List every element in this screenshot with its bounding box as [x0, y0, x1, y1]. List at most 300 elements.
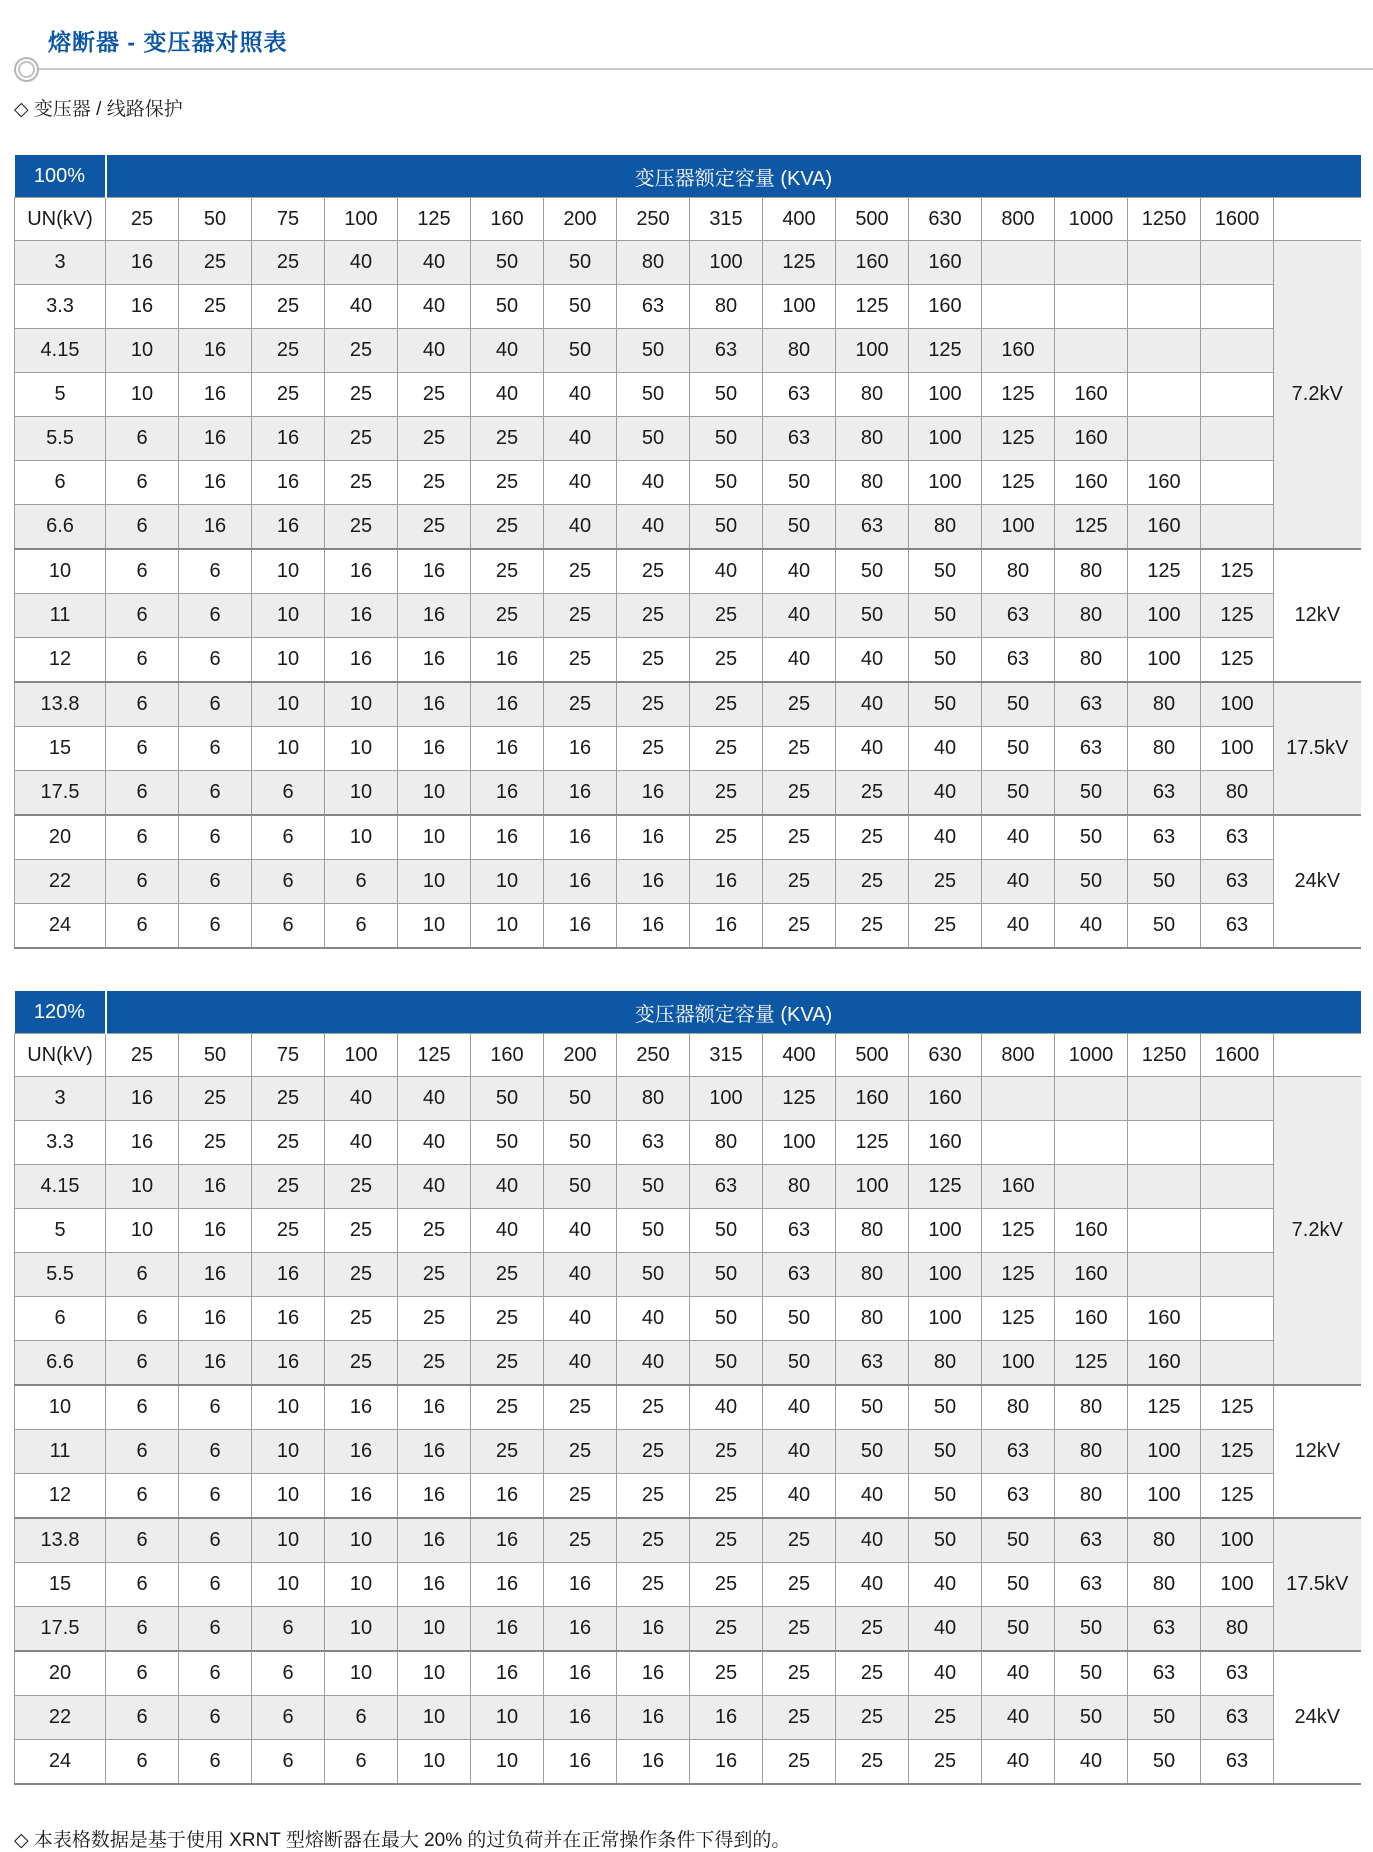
fuse-rating-cell	[982, 1121, 1055, 1165]
fuse-rating-cell: 25	[617, 549, 690, 594]
fuse-rating-cell: 16	[617, 1607, 690, 1652]
fuse-rating-cell: 80	[1055, 549, 1128, 594]
horizontal-divider	[39, 68, 1373, 70]
fuse-rating-cell: 40	[325, 1077, 398, 1121]
fuse-rating-cell	[1055, 241, 1128, 285]
fuse-rating-cell: 40	[398, 1165, 471, 1209]
fuse-rating-cell: 40	[544, 461, 617, 505]
fuse-rating-cell: 25	[617, 1430, 690, 1474]
fuse-rating-cell: 25	[763, 815, 836, 860]
fuse-rating-cell: 40	[836, 727, 909, 771]
fuse-rating-cell: 25	[471, 594, 544, 638]
fuse-rating-cell: 16	[544, 1651, 617, 1696]
fuse-rating-cell: 25	[252, 373, 325, 417]
fuse-rating-cell: 25	[398, 1341, 471, 1386]
fuse-rating-cell: 6	[252, 815, 325, 860]
un-kv-cell: 5.5	[15, 417, 106, 461]
fuse-rating-cell: 25	[690, 1651, 763, 1696]
fuse-rating-cell: 40	[909, 1651, 982, 1696]
fuse-rating-cell: 16	[179, 417, 252, 461]
fuse-rating-cell: 63	[982, 1430, 1055, 1474]
kva-column-header: 500	[836, 198, 909, 241]
fuse-rating-cell: 25	[398, 373, 471, 417]
fuse-rating-cell: 6	[106, 461, 179, 505]
fuse-rating-cell: 25	[398, 1297, 471, 1341]
fuse-rating-cell: 25	[909, 904, 982, 949]
fuse-rating-cell: 40	[982, 1651, 1055, 1696]
fuse-rating-cell: 80	[836, 1209, 909, 1253]
fuse-rating-cell: 50	[1128, 904, 1201, 949]
capacity-table-100%	[14, 155, 1361, 949]
fuse-rating-cell: 63	[1201, 904, 1274, 949]
fuse-rating-cell	[1128, 241, 1201, 285]
fuse-rating-cell: 6	[179, 1385, 252, 1430]
fuse-rating-cell	[982, 241, 1055, 285]
fuse-rating-cell: 100	[1201, 682, 1274, 727]
kva-column-header: 75	[252, 1034, 325, 1077]
fuse-rating-cell: 50	[763, 505, 836, 550]
table-row	[15, 285, 1361, 329]
fuse-rating-cell: 16	[398, 638, 471, 683]
fuse-rating-cell: 16	[252, 1253, 325, 1297]
fuse-rating-cell: 40	[763, 1474, 836, 1519]
fuse-rating-cell: 25	[398, 1209, 471, 1253]
fuse-rating-cell: 25	[690, 594, 763, 638]
ring-icon	[14, 57, 39, 82]
fuse-rating-cell: 50	[909, 594, 982, 638]
fuse-rating-cell: 80	[1128, 682, 1201, 727]
table-row	[15, 904, 1361, 949]
table-row	[15, 594, 1361, 638]
voltage-group-label: 17.5kV	[1274, 682, 1361, 815]
fuse-rating-cell: 50	[617, 1165, 690, 1209]
un-kv-cell: 17.5	[15, 1607, 106, 1652]
fuse-rating-cell: 16	[106, 285, 179, 329]
un-kv-cell: 10	[15, 1385, 106, 1430]
fuse-rating-cell: 63	[617, 285, 690, 329]
fuse-rating-cell: 160	[1055, 1209, 1128, 1253]
fuse-rating-cell: 50	[617, 329, 690, 373]
fuse-rating-cell: 25	[909, 1740, 982, 1785]
fuse-rating-cell: 80	[836, 1297, 909, 1341]
fuse-rating-cell: 16	[690, 904, 763, 949]
kva-column-header: 315	[690, 1034, 763, 1077]
fuse-rating-cell: 6	[106, 860, 179, 904]
fuse-rating-cell: 100	[690, 241, 763, 285]
fuse-rating-cell: 25	[252, 285, 325, 329]
fuse-rating-cell: 40	[836, 1474, 909, 1519]
fuse-rating-cell: 10	[252, 638, 325, 683]
fuse-rating-cell: 160	[1055, 417, 1128, 461]
fuse-rating-cell: 25	[544, 682, 617, 727]
fuse-rating-cell: 25	[471, 1297, 544, 1341]
fuse-rating-cell: 25	[544, 1518, 617, 1563]
fuse-rating-cell: 40	[471, 329, 544, 373]
fuse-rating-cell: 50	[836, 1430, 909, 1474]
fuse-rating-cell: 50	[909, 1474, 982, 1519]
fuse-rating-cell: 25	[252, 1121, 325, 1165]
fuse-rating-cell: 80	[836, 1253, 909, 1297]
fuse-rating-cell: 80	[1055, 1385, 1128, 1430]
fuse-rating-cell: 25	[471, 505, 544, 550]
kva-column-header: 1600	[1201, 198, 1274, 241]
fuse-rating-cell: 16	[544, 1563, 617, 1607]
fuse-rating-cell: 63	[1201, 1740, 1274, 1785]
voltage-group-header-cell	[1274, 1034, 1361, 1077]
fuse-rating-cell: 16	[179, 329, 252, 373]
fuse-rating-cell: 25	[763, 904, 836, 949]
fuse-rating-cell: 80	[1128, 1518, 1201, 1563]
fuse-rating-cell: 25	[325, 505, 398, 550]
un-kv-cell: 6	[15, 1297, 106, 1341]
fuse-rating-cell: 10	[252, 1474, 325, 1519]
fuse-rating-cell: 25	[179, 285, 252, 329]
kva-column-header: 315	[690, 198, 763, 241]
fuse-rating-cell: 25	[325, 461, 398, 505]
table-head	[15, 991, 1361, 1077]
fuse-rating-cell: 63	[1128, 1651, 1201, 1696]
fuse-rating-cell	[1201, 505, 1274, 550]
fuse-rating-cell: 125	[982, 1253, 1055, 1297]
fuse-rating-cell: 100	[982, 505, 1055, 550]
fuse-rating-cell: 63	[1201, 1696, 1274, 1740]
un-kv-cell: 11	[15, 594, 106, 638]
fuse-rating-cell: 16	[544, 771, 617, 816]
fuse-rating-cell: 6	[179, 682, 252, 727]
fuse-rating-cell	[1128, 1253, 1201, 1297]
fuse-rating-cell: 6	[179, 1607, 252, 1652]
fuse-rating-cell	[1055, 329, 1128, 373]
fuse-rating-cell: 160	[1055, 373, 1128, 417]
fuse-rating-cell: 80	[836, 461, 909, 505]
fuse-rating-cell: 25	[544, 549, 617, 594]
fuse-rating-cell: 25	[690, 638, 763, 683]
fuse-rating-cell: 50	[544, 285, 617, 329]
fuse-rating-cell: 25	[617, 727, 690, 771]
fuse-rating-cell: 40	[471, 1165, 544, 1209]
fuse-rating-cell: 50	[763, 1297, 836, 1341]
fuse-rating-cell: 80	[1128, 727, 1201, 771]
kva-column-header: 50	[179, 198, 252, 241]
table-row	[15, 373, 1361, 417]
fuse-rating-cell: 6	[106, 771, 179, 816]
kva-header-cell: 变压器额定容量 (KVA)	[106, 991, 1361, 1034]
fuse-rating-cell: 125	[909, 329, 982, 373]
kva-column-header: 630	[909, 198, 982, 241]
fuse-rating-cell: 25	[690, 1474, 763, 1519]
fuse-rating-cell: 63	[690, 329, 763, 373]
fuse-rating-cell: 50	[836, 1385, 909, 1430]
fuse-rating-cell: 80	[836, 373, 909, 417]
un-kv-cell: 22	[15, 860, 106, 904]
fuse-rating-cell: 25	[325, 417, 398, 461]
kva-column-header: 630	[909, 1034, 982, 1077]
fuse-rating-cell: 16	[106, 1121, 179, 1165]
fuse-rating-cell: 125	[982, 417, 1055, 461]
fuse-rating-cell: 10	[471, 1740, 544, 1785]
fuse-rating-cell: 16	[179, 1297, 252, 1341]
fuse-rating-cell: 100	[690, 1077, 763, 1121]
fuse-rating-cell: 63	[690, 1165, 763, 1209]
fuse-rating-cell: 16	[617, 860, 690, 904]
fuse-rating-cell: 6	[106, 505, 179, 550]
table-row	[15, 638, 1361, 683]
fuse-rating-cell: 80	[1055, 1474, 1128, 1519]
fuse-rating-cell: 25	[690, 1607, 763, 1652]
voltage-group-label: 12kV	[1274, 1385, 1361, 1518]
fuse-rating-cell: 125	[1201, 1430, 1274, 1474]
fuse-rating-cell: 25	[836, 1651, 909, 1696]
fuse-rating-cell: 25	[252, 241, 325, 285]
fuse-rating-cell: 25	[325, 1341, 398, 1386]
fuse-rating-cell: 16	[398, 1385, 471, 1430]
fuse-rating-cell: 40	[325, 285, 398, 329]
table-row	[15, 1121, 1361, 1165]
un-kv-cell: 12	[15, 638, 106, 683]
fuse-rating-cell: 160	[909, 1121, 982, 1165]
fuse-rating-cell	[1128, 417, 1201, 461]
fuse-rating-cell	[1128, 1209, 1201, 1253]
fuse-rating-cell: 25	[763, 1740, 836, 1785]
fuse-rating-cell: 16	[179, 461, 252, 505]
fuse-rating-cell: 25	[398, 417, 471, 461]
fuse-rating-cell: 63	[982, 1474, 1055, 1519]
fuse-rating-cell: 40	[398, 1121, 471, 1165]
fuse-rating-cell: 16	[544, 904, 617, 949]
fuse-rating-cell: 25	[763, 1607, 836, 1652]
fuse-rating-cell: 100	[1128, 638, 1201, 683]
fuse-rating-cell: 6	[179, 1563, 252, 1607]
fuse-rating-cell: 80	[982, 549, 1055, 594]
fuse-rating-cell: 6	[106, 1651, 179, 1696]
fuse-rating-cell: 25	[763, 771, 836, 816]
fuse-rating-cell: 125	[1128, 549, 1201, 594]
table-row	[15, 1474, 1361, 1519]
fuse-rating-cell: 16	[252, 417, 325, 461]
fuse-rating-cell: 25	[325, 329, 398, 373]
fuse-rating-cell: 50	[1055, 815, 1128, 860]
fuse-rating-cell: 10	[252, 549, 325, 594]
fuse-rating-cell: 16	[617, 815, 690, 860]
table-row	[15, 1253, 1361, 1297]
fuse-rating-cell: 125	[763, 241, 836, 285]
fuse-rating-cell: 25	[179, 1121, 252, 1165]
fuse-rating-cell: 40	[763, 549, 836, 594]
fuse-rating-cell: 16	[179, 1341, 252, 1386]
fuse-rating-cell	[1201, 1077, 1274, 1121]
fuse-rating-cell: 25	[763, 682, 836, 727]
table-row	[15, 505, 1361, 550]
fuse-rating-cell: 63	[982, 594, 1055, 638]
fuse-rating-cell	[982, 285, 1055, 329]
kva-column-header: 400	[763, 1034, 836, 1077]
un-kv-cell: 17.5	[15, 771, 106, 816]
fuse-rating-cell: 16	[252, 461, 325, 505]
capacity-table-120%	[14, 991, 1361, 1785]
fuse-rating-cell: 40	[982, 1696, 1055, 1740]
fuse-rating-cell: 25	[836, 1607, 909, 1652]
table-row	[15, 1696, 1361, 1740]
fuse-rating-cell: 40	[836, 638, 909, 683]
fuse-rating-cell: 25	[690, 727, 763, 771]
fuse-rating-cell: 16	[471, 638, 544, 683]
fuse-rating-cell: 25	[617, 638, 690, 683]
fuse-rating-cell: 40	[617, 1297, 690, 1341]
fuse-rating-cell: 16	[471, 771, 544, 816]
fuse-rating-cell: 63	[1055, 1518, 1128, 1563]
fuse-rating-cell: 6	[106, 815, 179, 860]
un-kv-cell: 24	[15, 904, 106, 949]
fuse-rating-cell: 40	[836, 1563, 909, 1607]
kva-column-header: 400	[763, 198, 836, 241]
fuse-rating-cell: 160	[982, 1165, 1055, 1209]
fuse-rating-cell: 50	[544, 1165, 617, 1209]
fuse-rating-cell: 6	[179, 860, 252, 904]
fuse-rating-cell: 63	[1128, 1607, 1201, 1652]
fuse-rating-cell: 50	[909, 1430, 982, 1474]
page-title: 熔断器 - 变压器对照表	[48, 29, 288, 55]
voltage-group-header-cell	[1274, 198, 1361, 241]
fuse-rating-cell: 10	[471, 904, 544, 949]
fuse-rating-cell: 40	[909, 815, 982, 860]
fuse-rating-cell: 6	[179, 904, 252, 949]
fuse-rating-cell: 25	[763, 1651, 836, 1696]
fuse-rating-cell: 125	[1201, 638, 1274, 683]
fuse-rating-cell: 25	[544, 638, 617, 683]
fuse-rating-cell: 100	[1128, 1474, 1201, 1519]
fuse-rating-cell: 25	[325, 1253, 398, 1297]
fuse-rating-cell: 6	[252, 904, 325, 949]
fuse-rating-cell: 25	[544, 1474, 617, 1519]
fuse-rating-cell: 6	[106, 594, 179, 638]
fuse-rating-cell: 100	[836, 1165, 909, 1209]
fuse-rating-cell: 16	[544, 1740, 617, 1785]
kva-column-header: 75	[252, 198, 325, 241]
fuse-rating-cell: 16	[690, 860, 763, 904]
fuse-rating-cell: 10	[252, 1518, 325, 1563]
fuse-rating-cell: 6	[252, 860, 325, 904]
un-kv-cell: 3	[15, 241, 106, 285]
fuse-rating-cell: 100	[1201, 1563, 1274, 1607]
fuse-rating-cell: 25	[690, 1430, 763, 1474]
fuse-rating-cell: 50	[982, 1518, 1055, 1563]
fuse-rating-cell: 80	[836, 417, 909, 461]
fuse-rating-cell: 6	[106, 1385, 179, 1430]
fuse-rating-cell: 40	[398, 285, 471, 329]
fuse-rating-cell: 125	[982, 1209, 1055, 1253]
fuse-rating-cell: 6	[106, 904, 179, 949]
un-kv-cell: 20	[15, 815, 106, 860]
fuse-rating-cell: 125	[982, 1297, 1055, 1341]
fuse-rating-cell: 50	[1055, 771, 1128, 816]
fuse-rating-cell: 50	[544, 1121, 617, 1165]
fuse-rating-cell: 25	[398, 505, 471, 550]
fuse-rating-cell: 63	[1201, 815, 1274, 860]
fuse-rating-cell: 16	[690, 1740, 763, 1785]
fuse-rating-cell: 25	[252, 1209, 325, 1253]
fuse-rating-cell: 25	[471, 1385, 544, 1430]
un-kv-cell: 3.3	[15, 1121, 106, 1165]
fuse-rating-cell: 10	[398, 904, 471, 949]
fuse-rating-cell: 16	[471, 1607, 544, 1652]
fuse-rating-cell: 50	[982, 727, 1055, 771]
fuse-rating-cell: 16	[325, 1385, 398, 1430]
fuse-rating-cell: 16	[252, 1341, 325, 1386]
fuse-rating-cell: 50	[690, 1297, 763, 1341]
fuse-rating-cell: 16	[252, 1297, 325, 1341]
fuse-rating-cell: 125	[1201, 594, 1274, 638]
fuse-rating-cell	[1201, 1297, 1274, 1341]
fuse-rating-cell: 50	[1128, 1696, 1201, 1740]
fuse-rating-cell	[1201, 285, 1274, 329]
fuse-rating-cell: 160	[909, 1077, 982, 1121]
fuse-rating-cell: 40	[398, 1077, 471, 1121]
fuse-rating-cell: 6	[179, 1518, 252, 1563]
fuse-rating-cell: 40	[909, 1563, 982, 1607]
fuse-rating-cell: 16	[325, 1474, 398, 1519]
fuse-rating-cell: 100	[1128, 594, 1201, 638]
fuse-rating-cell: 25	[325, 1165, 398, 1209]
fuse-rating-cell: 50	[690, 1209, 763, 1253]
fuse-rating-cell: 25	[471, 1430, 544, 1474]
fuse-rating-cell: 16	[325, 549, 398, 594]
fuse-rating-cell: 25	[763, 1518, 836, 1563]
column-header-row	[15, 1034, 1361, 1077]
fuse-rating-cell: 40	[982, 1740, 1055, 1785]
fuse-rating-cell: 100	[909, 1297, 982, 1341]
fuse-rating-cell: 16	[544, 1696, 617, 1740]
fuse-rating-cell: 16	[325, 594, 398, 638]
fuse-rating-cell: 10	[471, 1696, 544, 1740]
fuse-rating-cell: 10	[325, 771, 398, 816]
fuse-rating-cell: 63	[836, 505, 909, 550]
fuse-rating-cell: 160	[1055, 1253, 1128, 1297]
percent-cell: 120%	[15, 991, 106, 1034]
fuse-rating-cell: 25	[179, 1077, 252, 1121]
fuse-rating-cell: 40	[763, 638, 836, 683]
fuse-rating-cell: 10	[398, 1607, 471, 1652]
kva-column-header: 160	[471, 198, 544, 241]
fuse-rating-cell: 16	[398, 682, 471, 727]
fuse-rating-cell: 25	[617, 1563, 690, 1607]
fuse-rating-cell: 10	[252, 1385, 325, 1430]
table-row	[15, 771, 1361, 816]
fuse-rating-cell: 50	[471, 285, 544, 329]
fuse-rating-cell: 80	[1055, 1430, 1128, 1474]
fuse-rating-cell	[1128, 1077, 1201, 1121]
fuse-rating-cell: 40	[763, 1430, 836, 1474]
fuse-rating-cell	[1201, 1165, 1274, 1209]
fuse-rating-cell: 25	[690, 1563, 763, 1607]
fuse-rating-cell: 6	[179, 1430, 252, 1474]
fuse-rating-cell: 50	[763, 461, 836, 505]
fuse-rating-cell: 63	[763, 1253, 836, 1297]
fuse-rating-cell: 25	[471, 417, 544, 461]
fuse-rating-cell: 25	[690, 771, 763, 816]
fuse-rating-cell: 25	[763, 1563, 836, 1607]
fuse-rating-cell: 25	[909, 860, 982, 904]
fuse-rating-cell: 16	[325, 638, 398, 683]
table-row	[15, 1165, 1361, 1209]
fuse-rating-cell: 25	[471, 549, 544, 594]
fuse-rating-cell: 25	[325, 1297, 398, 1341]
fuse-rating-cell: 125	[982, 461, 1055, 505]
section-subtitle: ◇ 变压器 / 线路保护	[14, 99, 183, 120]
fuse-rating-cell: 40	[471, 373, 544, 417]
fuse-rating-cell: 50	[690, 1253, 763, 1297]
fuse-rating-cell: 6	[252, 1651, 325, 1696]
fuse-rating-cell: 25	[617, 1385, 690, 1430]
